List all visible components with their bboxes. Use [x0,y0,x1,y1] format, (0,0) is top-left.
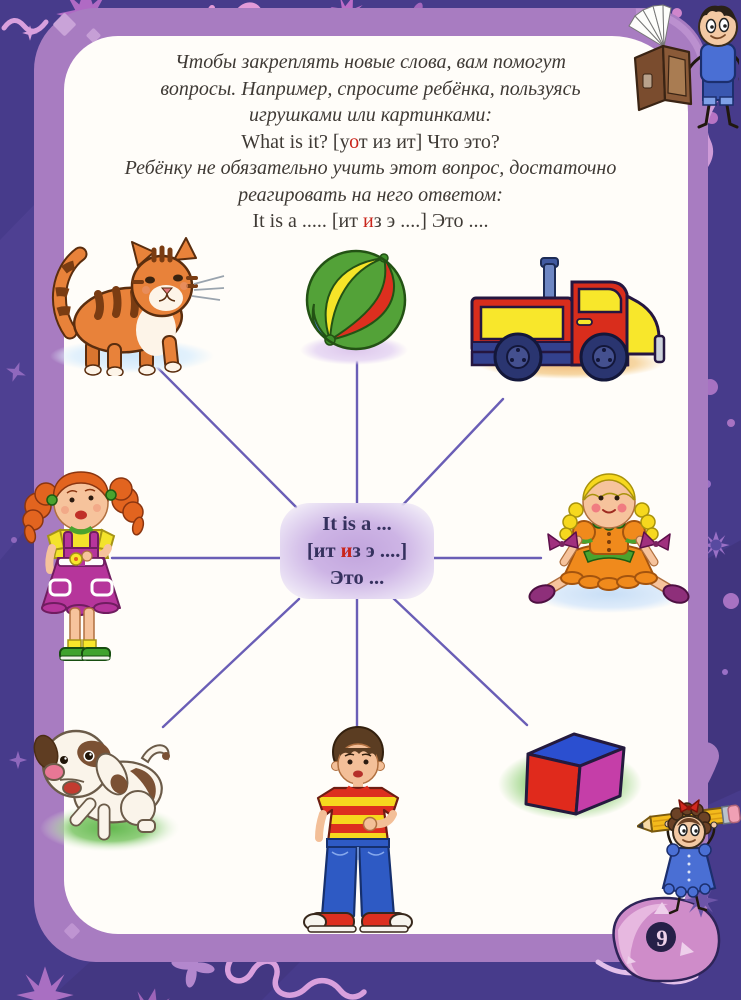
dog-illustration [20,718,192,858]
truck-illustration [470,250,666,382]
instruction-line: Ребёнку не обязательно учить этот вопрос, достаточно [124,157,617,179]
hub-line-transcription: [ит из э ....] [306,539,408,562]
connector-line [163,599,299,727]
cat-illustration [36,236,226,376]
highlight-letter: о [349,130,359,153]
page-number: 9 [656,926,668,951]
instruction-line-transcription: It is a ..... [ит из э ....] Это .... [252,210,489,232]
hub-line-russian: Это ... [329,566,385,589]
boy-with-book-icon [623,0,739,135]
highlight-letter: и [363,210,374,232]
highlight-letter: и [340,539,353,562]
hub-line-english: It is a ... [322,512,392,535]
truck-wheel [581,334,627,380]
girl-with-pencil-icon [637,796,741,926]
instruction-text [70,49,671,235]
instruction-line: реагировать на него ответом: [238,183,503,206]
hub-bubble [280,503,434,599]
ball-illustration [298,246,414,366]
boy-illustration [288,724,428,934]
cube-illustration [492,710,648,830]
connector-line [391,596,527,725]
instruction-line: вопросы. Например, спросите ребёнка, пользуясь [160,77,581,100]
connector-line [153,363,296,507]
girl-illustration [18,456,148,662]
instruction-line: Чтобы закреплять новые слова, вам помогут [174,51,566,73]
truck-wheel [495,334,541,380]
doll-illustration [524,466,694,616]
connector-line [399,399,503,509]
instruction-line: игрушками или картинками: [248,104,493,126]
instruction-line-transcription: What is it? [уот из ит] Что это? [241,130,500,153]
